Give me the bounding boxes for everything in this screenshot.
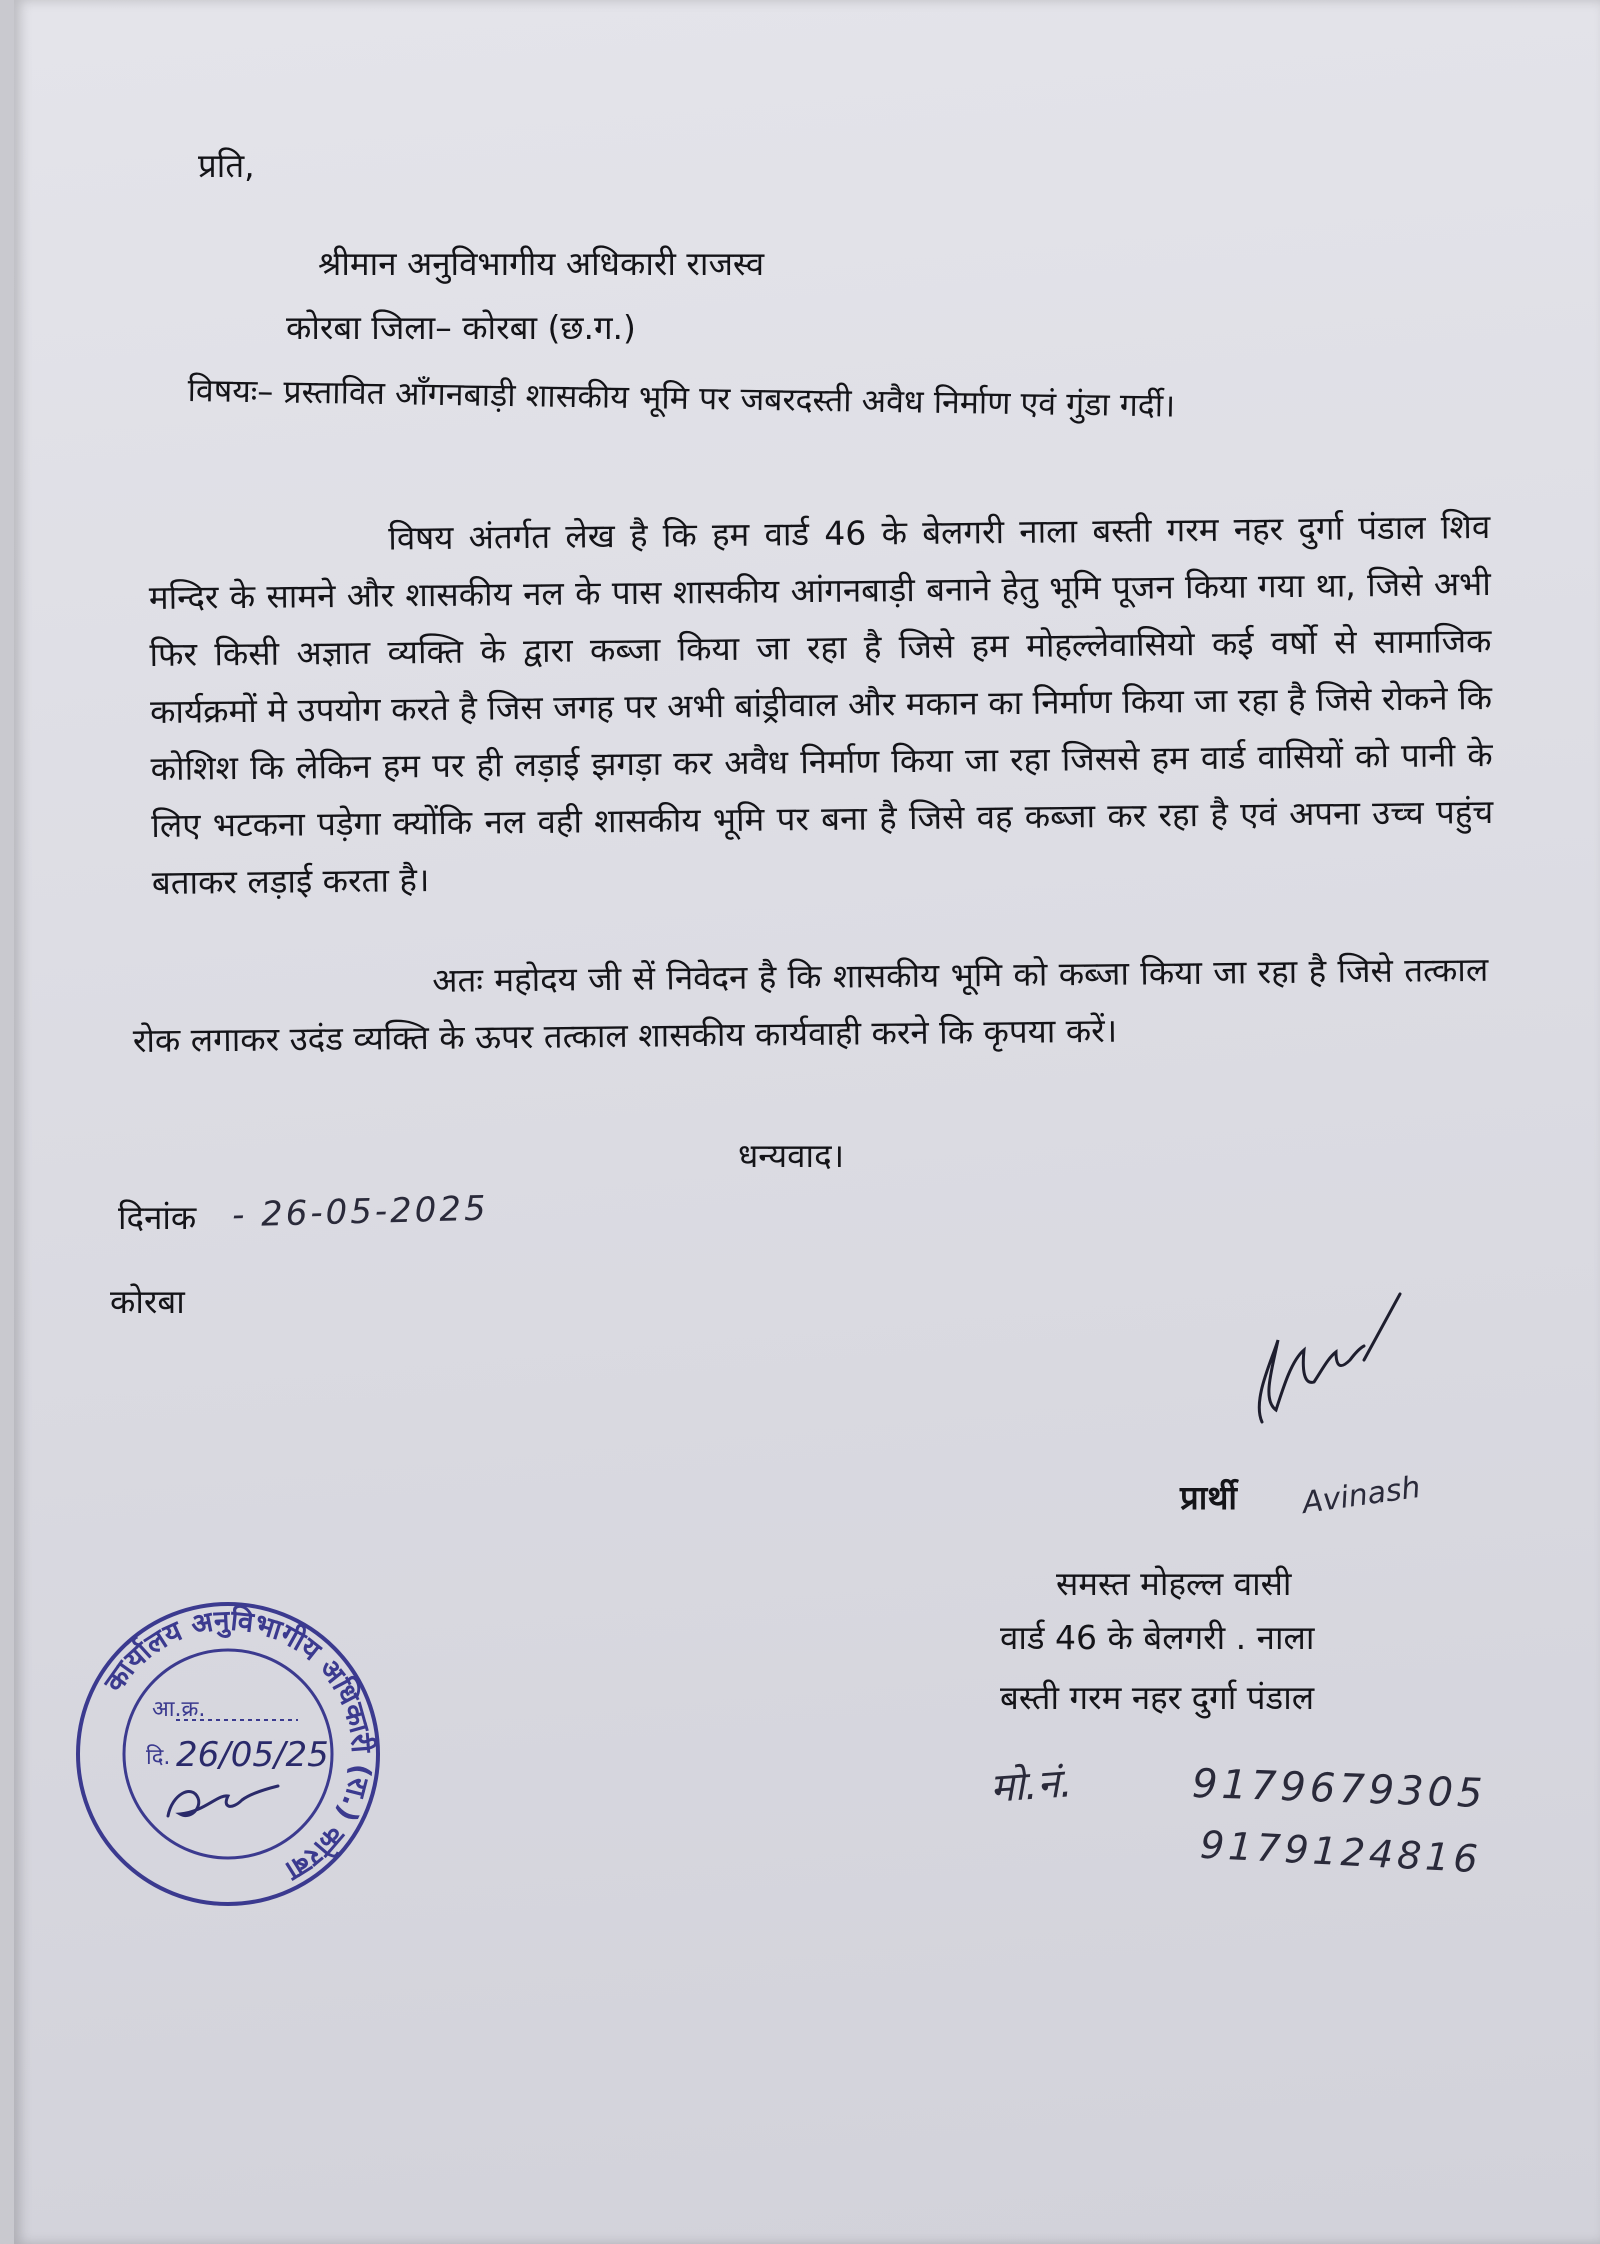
paragraph-indent [148, 549, 388, 552]
mobile-number-1: 9179679305 [1191, 1760, 1488, 1818]
salutation: प्रति, [198, 146, 255, 185]
body-paragraph-1 [148, 498, 1494, 911]
subject-line: विषयः– प्रस्तावित आँगनबाड़ी शासकीय भूमि पर जबरदस्ती अवैध निर्माण एवं गुंडा गर्दी। [187, 370, 1176, 425]
mobile-label-handwritten: मो.नं. [988, 1760, 1074, 1812]
body-paragraph-2 [132, 941, 1489, 1069]
stamp-date-label: दि. [146, 1745, 171, 1770]
signature-scribble [1232, 1290, 1412, 1440]
paragraph-indent [132, 992, 432, 995]
sender-line-3: बस्ती गरम नहर दुर्गा पंडाल [1000, 1678, 1315, 1717]
place-text: कोरबा [110, 1282, 185, 1321]
sender-line-1: समस्त मोहल्ल वासी [1056, 1564, 1292, 1603]
mobile-number-2: 9179124816 [1199, 1822, 1483, 1882]
sender-line-2: वार्ड 46 के बेलगरी . नाला [1000, 1618, 1315, 1657]
office-stamp [72, 1598, 384, 1910]
applicant-name-handwritten: Avinash [1300, 1469, 1423, 1522]
body-paragraph-1-text: विषय अंतर्गत लेख है कि हम वार्ड 46 के बेलगरी नाला बस्ती गरम नहर दुर्गा पंडाल शिव मन्दिर के सामने और शासकीय नल के पास शासकीय आंगनबाड़ी बनाने हेतु भूमि पूजन किया गया था, जिसे अभी फिर किसी अज्ञात व्यक्ति के द्वारा कब्जा किया जा रहा है जिसे हम मोहल्लेवासियो कई वर्षो से सामाजिक कार्यक्रमों मे उपयोग करते है जिस जगह पर अभी बांड्रीवाल और मकान का निर्माण किया जा रहा है जिसे रोकने कि कोशिश कि लेकिन हम पर ही लड़ाई झगड़ा कर अवैध निर्माण किया जा रहा जिससे हम वार्ड वासियों को पानी के लिए भटकना पड़ेगा क्योंकि नल वही शासकीय भूमि पर बना है जिसे वह कब्जा कर रहा है एवं अपना उच्च पहुंच बताकर लड़ाई करता है। [148, 506, 1494, 902]
addressee-line-2: कोरबा जिला– कोरबा (छ.ग.) [286, 308, 636, 347]
applicant-label: प्रार्थी [1180, 1478, 1237, 1517]
stamp-initials [168, 1786, 278, 1816]
date-label: दिनांक [118, 1198, 197, 1237]
stamp-date: 26/05/25 [176, 1735, 329, 1775]
date-handwritten: - 26-05-2025 [231, 1188, 490, 1236]
stamp-outer-text: कार्यालय अनुविभागीय अधिकारी (रा.) कोरबा [97, 1603, 379, 1888]
body-paragraph-2-text: अतः महोदय जी सें निवेदन है कि शासकीय भूमि को कब्जा किया जा रहा है जिसे तत्काल रोक लगाकर उदंड व्यक्ति के ऊपर तत्काल शासकीय कार्यवाही करने कि कृपया करें। [132, 949, 1489, 1060]
stamp-inward-label: आ.क्र. [152, 1697, 206, 1722]
closing-text: धन्यवाद। [738, 1136, 845, 1175]
addressee-line-1: श्रीमान अनुविभागीय अधिकारी राजस्व [318, 244, 765, 283]
